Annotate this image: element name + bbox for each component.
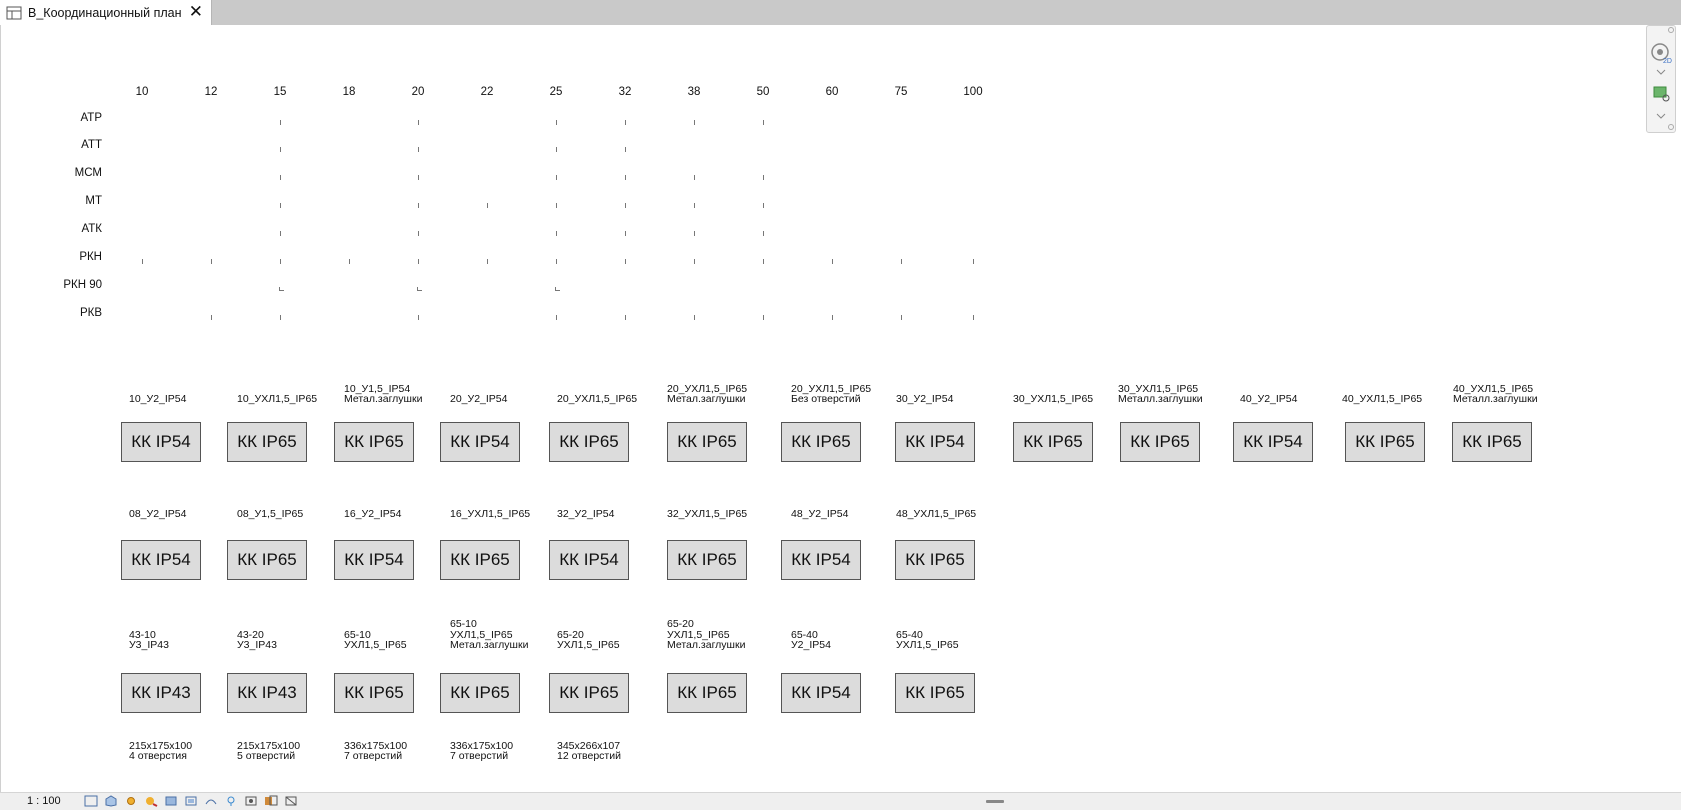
tick-mark [142,259,143,264]
tick-mark [211,315,212,320]
tick-mark [901,315,902,320]
enclosure-box[interactable] [781,422,861,462]
tick-mark [625,147,626,152]
temporary-hide-icon[interactable] [224,795,238,807]
box-label: КК IP65 [344,432,404,451]
tick-mark [625,175,626,180]
tick-mark [349,259,350,264]
box-caption: 30_УХЛ1,5_IP65 [1013,393,1094,405]
box-label: КК IP65 [677,550,737,569]
floor-plan-view-icon [6,6,22,20]
box-label: КК IP65 [237,550,297,569]
tick-mark [418,147,419,152]
navigation-bar[interactable] [1646,25,1676,133]
box-caption: УХЛ1,5_IP65 [450,628,513,641]
header-col-label: 18 [342,86,356,98]
box-label: КК IP54 [344,550,404,569]
tick-mark [694,315,695,320]
tick-mark [763,231,764,236]
tick-mark [973,259,974,264]
box-caption: 65-40 [896,628,923,641]
box-caption: 10_У1,5_IP54 [344,382,411,395]
box-caption: 32_УХЛ1,5_IP65 [667,508,748,520]
enclosure-box[interactable] [227,540,307,580]
row-label: АТР [80,112,102,124]
enclosure-box[interactable] [121,540,201,580]
box-caption: 12 отверстий [557,750,621,762]
visual-style-icon[interactable] [104,795,118,807]
tick-mark [625,259,626,264]
box-caption: 65-10 [344,628,371,641]
enclosure-box[interactable] [1452,422,1532,462]
detail-level-icon[interactable] [84,795,98,807]
box-caption: УХЛ1,5_IP65 [667,628,730,641]
box-label: КК IP65 [677,683,737,702]
tick-mark [556,147,557,152]
box-caption: 08_У1,5_IP65 [237,508,304,520]
tab-title: В_Координационный план [28,5,182,20]
box-caption: Металл.заглушки [1118,393,1203,405]
box-caption: 20_УХЛ1,5_IP65 [667,382,748,395]
box-caption: 7 отверстий [344,750,403,762]
temporary-view-properties-icon[interactable] [264,795,278,807]
box-caption: УХЛ1,5_IP65 [557,639,620,651]
box-caption: 65-20 [557,628,584,641]
enclosure-box[interactable] [227,422,307,462]
box-label: КК IP65 [450,550,510,569]
box-caption: 20_УХЛ1,5_IP65 [557,393,638,405]
enclosure-box[interactable] [895,673,975,713]
box-caption: 336х175х100 [450,739,514,752]
tick-mark [555,287,560,291]
header-col-label: 15 [273,86,287,98]
enclosure-box[interactable] [667,422,747,462]
shadows-icon[interactable] [144,795,158,807]
tick-mark [625,203,626,208]
box-caption: 40_УХЛ1,5_IP65 [1342,393,1423,405]
svg-text:2D: 2D [1663,58,1672,65]
box-label: КК IP54 [131,432,191,451]
enclosure-box[interactable] [1233,422,1313,462]
box-caption: 40_УХЛ1,5_IP65 [1453,382,1534,395]
box-caption: Метал.заглушки [667,393,746,405]
enclosure-box[interactable] [549,673,629,713]
box-caption: Без отверстий [791,393,861,405]
box-label: КК IP65 [344,683,404,702]
row-label: РКН [79,251,102,263]
box-label: КК IP65 [905,550,965,569]
unlock-3d-view-icon[interactable] [204,795,218,807]
tick-mark [487,259,488,264]
header-col-label: 22 [480,86,494,98]
tick-mark [694,231,695,236]
box-caption: 43-10 [129,628,156,641]
enclosure-box[interactable] [895,422,975,462]
tick-mark [625,120,626,125]
box-label: КК IP43 [237,683,297,702]
tick-mark [280,147,281,152]
box-label: КК IP54 [131,550,191,569]
header-col-label: 25 [549,86,563,98]
header-col-label: 60 [825,86,839,98]
box-label: КК IP65 [791,432,851,451]
box-caption: 5 отверстий [237,750,296,762]
box-label: КК IP65 [559,432,619,451]
box-caption: 48_УХЛ1,5_IP65 [896,508,977,520]
row-label: РКВ [79,307,102,319]
enclosure-box[interactable] [895,540,975,580]
tick-mark [418,203,419,208]
tick-mark [418,231,419,236]
enclosure-box[interactable] [334,673,414,713]
show-crop-region-icon[interactable] [184,795,198,807]
box-label: КК IP54 [791,683,851,702]
tick-mark [211,259,212,264]
enclosure-box[interactable] [1013,422,1093,462]
crop-view-icon[interactable] [164,795,178,807]
box-caption: 10_У2_IP54 [129,393,187,405]
tick-mark [556,175,557,180]
enclosure-box[interactable] [1120,422,1200,462]
tick-mark [694,203,695,208]
box-label: КК IP65 [237,432,297,451]
box-caption: 215х175х100 [237,739,301,752]
tick-mark [280,120,281,125]
enclosure-box[interactable] [121,673,201,713]
box-caption: Метал.заглушки [344,393,423,405]
sun-path-icon[interactable] [124,795,138,807]
enclosure-box[interactable] [440,422,520,462]
enclosure-box[interactable] [334,422,414,462]
box-caption: 10_УХЛ1,5_IP65 [237,393,318,405]
document-tab-bar [0,0,1681,25]
tick-mark [556,315,557,320]
tick-mark [280,175,281,180]
tick-mark [556,231,557,236]
box-label: КК IP65 [677,432,737,451]
box-caption: 20_У2_IP54 [450,393,508,405]
tick-mark [556,203,557,208]
tick-mark [763,203,764,208]
box-caption: 16_У2_IP54 [344,508,402,520]
box-label: КК IP54 [450,432,510,451]
enclosure-box[interactable] [781,540,861,580]
tick-mark [832,315,833,320]
box-caption: 336х175х100 [344,739,408,752]
box-label: КК IP65 [905,683,965,702]
tick-mark [694,259,695,264]
box-label: КК IP65 [1355,432,1415,451]
box-caption: 345х266х107 [557,739,621,752]
tick-mark [280,315,281,320]
box-caption: УХЛ1,5_IP65 [896,639,959,651]
header-col-label: 20 [411,86,425,98]
header-col-label: 32 [618,86,632,98]
tick-mark [763,120,764,125]
header-col-label: 100 [963,86,983,98]
reveal-hidden-icon[interactable] [244,795,258,807]
header-col-label: 50 [756,86,770,98]
header-col-label: 38 [687,86,701,98]
tick-mark [418,175,419,180]
enclosure-box[interactable] [440,673,520,713]
tick-mark [418,120,419,125]
header-col-label: 12 [204,86,218,98]
enclosure-box[interactable] [549,540,629,580]
row-label: АТК [81,223,102,235]
tick-mark [832,259,833,264]
box-caption: У3_IP43 [237,639,277,651]
box-label: КК IP65 [559,683,619,702]
steering-wheel-icon [1652,44,1672,65]
box-label: КК IP65 [1462,432,1522,451]
box-caption: 7 отверстий [450,750,509,762]
view-scale[interactable]: 1 : 100 [27,795,61,807]
zoom-icon [1654,87,1669,101]
tick-mark [694,120,695,125]
tick-mark [280,203,281,208]
box-caption: Металл.заглушки [1453,393,1538,405]
box-label: КК IP54 [1243,432,1303,451]
box-caption: 4 отверстия [129,750,187,762]
tick-mark [418,259,419,264]
header-col-label: 75 [894,86,908,98]
box-label: КК IP54 [791,550,851,569]
tick-mark [487,203,488,208]
row-label: АТТ [81,139,102,151]
box-caption: Метал.заглушки [667,639,746,651]
box-label: КК IP54 [905,432,965,451]
tick-mark [973,315,974,320]
box-caption: У2_IP54 [791,639,831,651]
box-caption: 16_УХЛ1,5_IP65 [450,508,531,520]
row-label: МСМ [74,167,102,179]
enclosure-box[interactable] [334,540,414,580]
tick-mark [418,315,419,320]
box-label: КК IP65 [450,683,510,702]
box-caption: 30_УХЛ1,5_IP65 [1118,382,1199,395]
tick-mark [556,120,557,125]
tick-mark [763,259,764,264]
enclosure-box[interactable] [121,422,201,462]
tick-mark [763,315,764,320]
box-caption: 20_УХЛ1,5_IP65 [791,382,872,395]
tick-mark [901,259,902,264]
tick-mark [625,315,626,320]
splitter-handle[interactable] [986,800,1004,803]
box-caption: 48_У2_IP54 [791,508,849,520]
enclosure-box[interactable] [667,673,747,713]
enclosure-box[interactable] [227,673,307,713]
row-label: МТ [85,195,102,207]
box-label: КК IP43 [131,683,191,702]
tick-mark [417,287,422,291]
tick-mark [556,259,557,264]
tick-mark [280,259,281,264]
box-caption: Метал.заглушки [450,639,529,651]
tick-mark [279,287,284,291]
box-caption: У3_IP43 [129,639,169,651]
box-caption: УХЛ1,5_IP65 [344,639,407,651]
tick-mark [625,231,626,236]
tab-coordination-plan[interactable] [0,0,212,25]
enclosure-box[interactable] [549,422,629,462]
enclosure-box[interactable] [781,673,861,713]
box-caption: 32_У2_IP54 [557,508,615,520]
close-icon[interactable]: ✕ [188,2,203,21]
box-label: КК IP65 [1023,432,1083,451]
view-control-bar [0,792,1681,810]
box-caption: 65-40 [791,628,818,641]
box-caption: 65-10 [450,618,477,630]
enclosure-box[interactable] [667,540,747,580]
box-caption: 40_У2_IP54 [1240,393,1298,405]
box-label: КК IP65 [1130,432,1190,451]
analytical-model-icon[interactable] [284,795,298,807]
tick-mark [763,175,764,180]
tick-mark [280,231,281,236]
box-caption: 65-20 [667,618,694,630]
box-label: КК IP54 [559,550,619,569]
drawing-canvas[interactable] [0,25,1681,792]
box-caption: 08_У2_IP54 [129,508,187,520]
row-label: РКН 90 [63,279,102,291]
box-caption: 30_У2_IP54 [896,393,954,405]
box-caption: 43-20 [237,628,264,641]
enclosure-box[interactable] [1345,422,1425,462]
enclosure-box[interactable] [440,540,520,580]
header-col-label: 10 [135,86,149,98]
tick-mark [694,175,695,180]
box-caption: 215х175х100 [129,739,193,752]
